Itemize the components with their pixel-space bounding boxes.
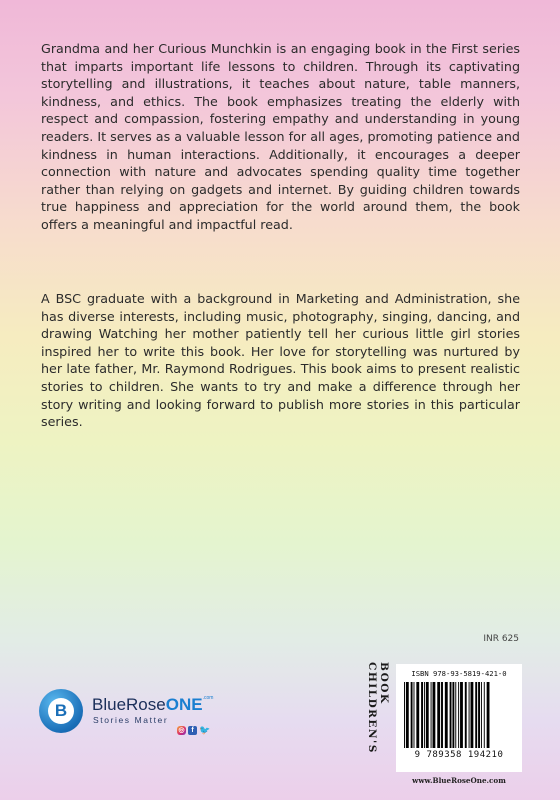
barcode-bar	[460, 682, 463, 748]
twitter-icon: 🐦	[199, 724, 211, 735]
publisher-name	[92, 695, 213, 715]
barcode-bar	[465, 682, 467, 748]
barcode-bar	[471, 682, 474, 748]
book-description: Grandma and her Curious Munchkin is an engaging book in the First series that imparts important life lessons to children. Through its captivating storytelling and illustrations, it teaches about nature, table manners, kindness, and ethics. The book emphasizes treating the elderly with respect and compassion, fostering empathy and understanding in young readers. It serves as a valuable lesson for all ages, promoting patience and kindness in human interactions. Additionally, it encourages a deeper connection with nature and advocates spending quality time together rather than relying on gadgets and internet. By guiding children towards true happiness and appreciation for the world around them, the book offers a meaningful and impactful read.	[41, 41, 520, 232]
publisher-name-suffix: .com	[202, 695, 214, 701]
barcode-bar	[421, 682, 423, 748]
logo-letter: B	[54, 701, 68, 720]
barcode-bar	[406, 682, 409, 748]
barcode-bar	[478, 682, 480, 748]
barcode-bar	[455, 682, 456, 748]
genre-label	[366, 662, 392, 762]
barcode-bar	[450, 682, 452, 748]
price-label: INR 625	[483, 634, 519, 644]
barcode-bar	[433, 682, 436, 748]
barcode-digits: 9 789358 194210	[414, 750, 504, 760]
publisher-website: www.BlueRoseOne.com	[412, 776, 506, 785]
genre-label-line2: BOOK	[378, 662, 390, 705]
barcode-bar	[414, 682, 415, 748]
publisher-name-part1: BlueRose	[92, 695, 166, 714]
instagram-icon: ◎	[178, 726, 185, 734]
genre-label-line1: CHILDREN'S	[366, 662, 378, 754]
barcode-bar	[475, 682, 477, 748]
barcode-bar	[437, 682, 440, 748]
barcode-bar	[424, 682, 425, 748]
barcode-bar	[416, 682, 419, 748]
isbn-text: ISBN 978-93-5819-421-0	[411, 669, 507, 678]
barcode-bar	[411, 682, 413, 748]
barcode-bar	[469, 682, 470, 748]
publisher-tagline: Stories Matter	[93, 715, 169, 725]
barcode-bar	[452, 682, 454, 748]
publisher-logo-icon	[39, 689, 83, 733]
author-bio: A BSC graduate with a background in Marketing and Administration, she has diverse interests, including music, photography, singing, dancing, and drawing Watching her mother patiently tell her curious little girl stories inspired her to write this book. Her love for storytelling was nurtured by her late father, Mr. Raymond Rodrigues. This book aims to present realistic stories to children. She wants to try and make a difference through her story writing and looking forward to publish more stories in this particular series.	[41, 291, 520, 430]
facebook-icon: f	[188, 726, 197, 735]
barcode-bar	[484, 682, 485, 748]
barcode-bar	[445, 682, 448, 748]
barcode-bar	[481, 682, 482, 748]
isbn-barcode-panel	[396, 664, 522, 772]
publisher-name-part2: ONE	[165, 695, 203, 714]
barcode-bar	[458, 682, 459, 748]
barcode-bar	[431, 682, 432, 748]
barcode-bar	[404, 682, 405, 748]
barcode-icon	[402, 682, 516, 750]
social-icons	[177, 724, 211, 735]
barcode-bar	[441, 682, 443, 748]
barcode-bar	[487, 682, 490, 748]
barcode-bar	[426, 682, 429, 748]
